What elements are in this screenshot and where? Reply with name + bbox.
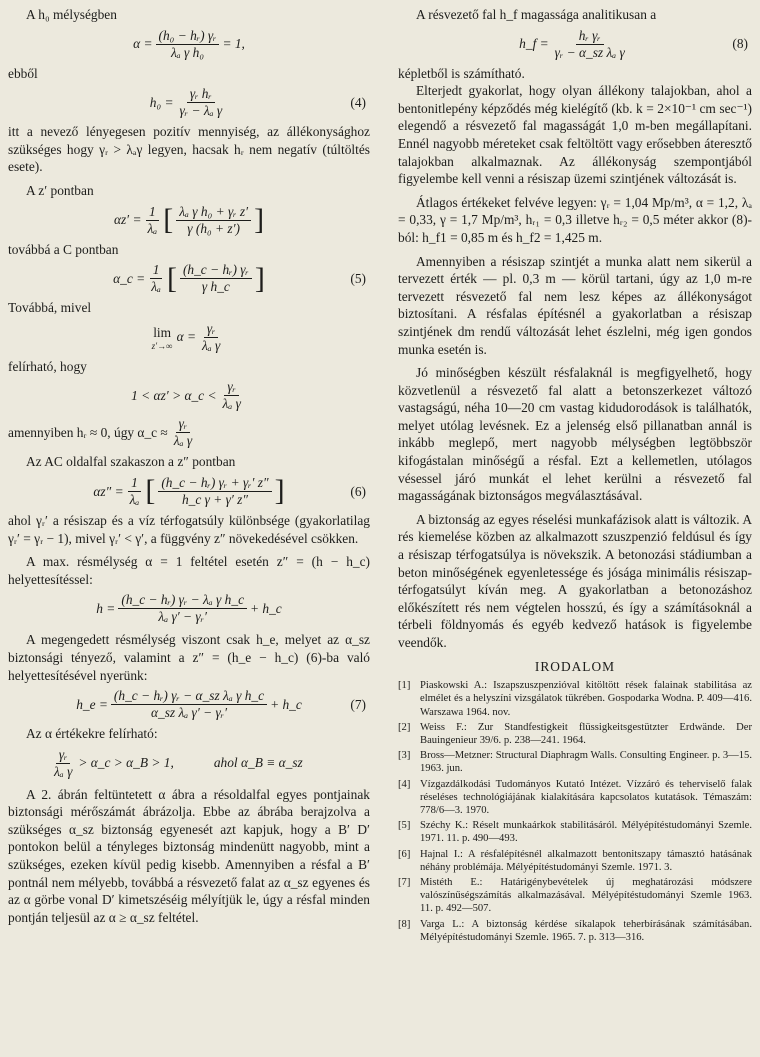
numerator: γᵣ hᵣ — [187, 86, 215, 103]
paragraph: A 2. ábrán feltüntetett α ábra a résoldalfal egyes pontjainak biztonsági mérőszámát ábrázolja. Ebbe az ábrába berajzolva a szükséges α_sz biztonság egyenesét azt kapjuk, hogy a B′ D′ pontokon belül a tényleges biztonság mindenütt nagyobb, mint a szükséges, ezeken kívül pedig kisebb. Amennyiben a résfal a B′ pontnál nem mélyebb, továbbá a résvezető falat az α_sz egyenes és az α görbe vonal D′ kimetszéséig mélyítjük le, úgy a résfal minden pontján teljesül az α ≥ α_sz feltétel. — [8, 786, 370, 925]
bracket-group: [ $\frac{\text{λₐ γ h₀ + γᵣ z′}}{\text{γ (h₀ + z′)}}$ ] — [163, 203, 265, 237]
paragraph: A max. résmélység α = 1 feltétel esetén z″ = (h − h_c) helyettesítéssel: — [8, 554, 370, 587]
denominator: γ (h₀ + z′) — [187, 220, 241, 236]
reference-item — [398, 819, 752, 845]
reference-item — [398, 918, 752, 944]
reference-list — [398, 679, 752, 944]
numerator: (h_c − hᵣ) γᵣ + γᵣ′ z″ — [158, 475, 271, 492]
eq-rhs: > α_c > α_B > 1, — [78, 755, 174, 771]
paragraph: Amennyiben a résiszap szintjét a munka alatt nem sikerül a tervezett érték — pl. 0,3 m — körül tartani, úgy az 1,0 m-re tervezett résvezető fal nem lesz képes az állékonyságot biztosítani. A résfalas építésnél a gyakorlatban a résiszap szintjének dm rendű változását lehet észlelni, még igen gondos munka esetén is. — [398, 253, 752, 357]
fraction — [220, 379, 244, 412]
references-heading: IRODALOM — [534, 658, 616, 674]
fraction — [199, 321, 223, 354]
denominator: γᵣ − λₐ γ — [179, 103, 223, 119]
paragraph: Elterjedt gyakorlat, hogy olyan állékony talajokban, ahol a bentonitlepény képződés még kielégítő (kb. k = 2×10⁻¹ cm sec⁻¹) elegendő a résvezető fal magasságát 1,0 m-ben megállapítani. Ennél nagyobb méreteket csak feltöltött vagy erősebben áteresztő talajokban alkalmaznak. Az állékonyság szempontjából figyelembe kell venni a résiszap üzemi szintjének változását is. — [398, 83, 752, 187]
eq-rhs: + h_c — [250, 601, 282, 617]
fraction — [171, 416, 195, 449]
denominator: λₐ γ — [173, 433, 193, 449]
paragraph: itt a nevező lényegesen pozitív mennyiség, az állékonysághoz szükséges hogy γᵣ > λₐγ legyen, hacsak hᵣ nem negatív (túltöltés esete). — [8, 124, 370, 175]
equation-number: (6) — [350, 483, 366, 499]
limit-text: lim — [153, 324, 172, 340]
reference-item — [398, 848, 752, 874]
equation-alpha-z1 — [8, 204, 370, 237]
denominator: γ h_c — [201, 279, 230, 295]
denominator: h_c γ + γ′ z″ — [181, 491, 248, 507]
denominator: λₐ γ — [54, 763, 73, 779]
paragraph: képletből is számítható. — [398, 65, 525, 81]
denominator: λₐ γ′ − γᵣ′ — [158, 609, 207, 625]
fraction — [552, 28, 628, 61]
reference-number: [1] — [398, 680, 411, 692]
equation-5 — [8, 262, 370, 295]
reference-number: [6] — [398, 848, 411, 860]
reference-item — [398, 749, 752, 775]
eq-lhs: α_c = — [113, 270, 146, 286]
reference-number: [2] — [398, 721, 411, 733]
numerator: 1 — [150, 262, 163, 279]
numerator: 1 — [146, 204, 159, 221]
reference-item — [398, 679, 752, 719]
reference-number: [8] — [398, 918, 411, 930]
equation-8 — [398, 28, 752, 61]
paragraph: A résvezető fal h_f magassága analitikusan a — [416, 7, 657, 22]
reference-text: Hajnal I.: A résfalépítésnél alkalmazott bentonitszapy támasztó hatásának néhány problémája. Mélyépítéstudományi Szemle. 1971. 3. — [420, 848, 752, 873]
numerator: (h_c − hᵣ) γᵣ − α_sz λₐ γ h_c — [111, 688, 267, 705]
denominator: λₐ γ — [201, 337, 221, 353]
reference-text: Bross—Metzner: Structural Diaphragm Walls. Consulting Engineer. p. 3—15. 1963. jun. — [420, 750, 752, 775]
bracket-group: [ $\frac{\text{(h\_c − hᵣ) γᵣ}}{\text{γ h\_c}}$ ] — [166, 261, 265, 295]
left-column — [8, 6, 370, 926]
equation-4 — [8, 86, 370, 119]
paragraph: Átlagos értékeket felvéve legyen: γᵣ = 1,04 Mp/m³, α = 1,2, λₐ = 0,33, γ = 1,7 Mp/m³, hᵣ₁ = 0,3 illetve hᵣ₂ = 0,5 méter akkor (8)-ból: h_f1 = 0,85 m és h_f2 = 1,425 m. — [398, 194, 752, 245]
limit-subscript: z′→∞ — [151, 340, 173, 351]
reference-item — [398, 778, 752, 818]
equation-7 — [8, 688, 370, 721]
fraction — [118, 592, 247, 625]
equation-6 — [8, 475, 370, 508]
equation-alpha — [8, 28, 370, 61]
reference-number: [3] — [398, 750, 411, 762]
paragraph: felírható, hogy — [8, 358, 87, 374]
fraction — [127, 475, 143, 508]
reference-text: Mistéth E.: Határigénybevételek új meghatározási módszere valószínűségszámítás alkalmazásával. Mélyépítéstudományi Szemle 1963. 11. p. 492—507. — [420, 877, 752, 915]
fraction — [158, 475, 271, 508]
eq-note: ahol α_B ≡ α_sz — [213, 755, 303, 771]
paragraph: A biztonság az egyes réselési munkafázisok alatt is változik. A rés kiemelése közben az alkalmazott szuszpenzió feldúsul és így a résiszap térfogatsúlya is növekszik. A betonozási stádiumban a beton minőségének egyenletessége és jósága minimális résiszap-térfogatsúlyt kíván meg. A gyakorlatban a betonozáshoz előkészített rés nem végtelen hosszú, és így a számításoknál a térbeli földnyomás és egyéb kedvező hatások is figyelembe veendők. — [398, 511, 752, 650]
paragraph: A megengedett résmélység viszont csak h_e, melyet az α_sz biztonsági tényező, valamint a z″ = (h_e − h_c) (6)-ba való helyettesítésével nyerünk: — [8, 632, 370, 683]
equation-alpha-chain — [8, 747, 370, 780]
paragraph: ahol γᵣ′ a résiszap és a víz térfogatsúly különbsége (gyakorlatilag γᵣ′ = γᵣ − 1), mivel γᵣ′ < γ′, a függvény z″ növekedésével csökken. — [8, 512, 370, 546]
eq-lhs: 1 < αz′ > α_c < — [131, 388, 217, 404]
fraction — [51, 747, 75, 780]
eq-lhs: amennyiben hᵣ ≈ 0, úgy α_c ≈ — [8, 425, 168, 441]
paragraph: A h₀ mélységben — [26, 7, 117, 22]
bracket-group: [ $\frac{\text{(h\_c − hᵣ) γᵣ + γᵣ′ z″}}{\text{h\_c γ + γ′ z″}}$ ] — [145, 474, 285, 508]
eq-lhs: αz″ = — [93, 483, 124, 499]
paragraph: Az AC oldalfal szakaszon a z″ pontban — [26, 454, 236, 470]
right-column — [398, 6, 752, 946]
fraction — [177, 86, 226, 119]
fraction — [180, 262, 252, 295]
eq-rhs: = 1, — [222, 36, 245, 52]
numerator: hᵣ γᵣ — [576, 28, 604, 45]
reference-number: [7] — [398, 877, 411, 889]
numerator: 1 — [128, 475, 141, 492]
equation-limit — [8, 321, 370, 354]
equation-approx — [8, 416, 370, 449]
eq-lhs: h_e = — [76, 696, 108, 712]
denominator: λₐ γ h₀ — [170, 44, 205, 60]
reference-item — [398, 721, 752, 747]
fraction — [145, 204, 161, 237]
paragraph: Jó minőségben készült résfalaknál is megfigyelhető, hogy közvetlenül a résvezető fal alatt a betonszerkezet változó vastagságú, néha 10—20 cm vastag kidudorodások is találhatók, melyet utólag levésnek. Ez a jelenség első pillanatban annál is inkább meglepő, mert nagyobb mélységben legtöbbször kifogástalan minőségű a résfal. Ezt a kellemetlen, utólagos vésessel járó munkát el lehet kerülni a résvezető fal magasságának biztonságos megválasztásával. — [398, 365, 752, 504]
fraction — [156, 28, 220, 61]
paragraph: Az α értékekre felírható: — [26, 726, 158, 742]
denominator: λₐ — [129, 491, 140, 507]
equation-inequality — [8, 379, 370, 412]
fraction — [148, 262, 164, 295]
reference-text: Vízgazdálkodási Tudományos Kutató Intézet. Vízzáró és teherviselő falak réseléses technológiájának kialakítására kapcsolatos kutatások. Témaszám: 778/6—3. 1970. — [420, 778, 752, 817]
paragraph: Továbbá, mivel — [8, 300, 92, 316]
numerator: γᵣ — [204, 321, 219, 338]
equation-number: (8) — [732, 36, 748, 52]
eq-lhs: h₀ = — [149, 94, 174, 110]
equation-number: (7) — [350, 696, 366, 712]
numerator: (h_c − hᵣ) γᵣ − λₐ γ h_c — [118, 592, 247, 609]
denominator: λₐ — [147, 220, 158, 236]
numerator: γᵣ — [176, 416, 191, 433]
eq-lhs: α = — [176, 329, 196, 345]
paragraph: ebből — [8, 65, 38, 81]
equation-h — [8, 592, 370, 625]
numerator: γᵣ — [56, 747, 71, 764]
reference-number: [4] — [398, 778, 411, 790]
reference-text: Weiss F.: Zur Standfestigkeit flüssigkeitsgestützter Erdwände. Der Bauingenieur 39/6. p. 238—241. 1964. — [420, 721, 752, 746]
reference-item — [398, 876, 752, 916]
reference-text: Varga L.: A biztonság kérdése síkalapok teherbírásának számításában. Mélyépítéstudományi Szemle. 1965. 7. p. 313—316. — [420, 918, 752, 943]
denominator: λₐ — [151, 279, 161, 295]
eq-lhs: αz′ = — [113, 212, 142, 228]
denominator: λₐ γ — [222, 396, 241, 412]
limit-operator — [152, 324, 173, 351]
denominator: α_sz λₐ γ′ − γᵣ′ — [151, 705, 227, 721]
reference-text: Széchy K.: Réselt munkaárkok stabilitásáról. Mélyépítéstudományi Szemle. 1971. 11. p. 490—493. — [420, 820, 752, 845]
equation-number: (5) — [350, 270, 366, 286]
denominator: γᵣ − α_sz λₐ γ — [554, 44, 625, 60]
fraction — [111, 688, 267, 721]
fraction — [176, 204, 251, 237]
eq-rhs: + h_c — [270, 696, 302, 712]
reference-number: [5] — [398, 820, 411, 832]
eq-lhs: h = — [96, 601, 116, 617]
equation-number: (4) — [350, 94, 366, 110]
eq-lhs: h_f = — [519, 36, 549, 52]
eq-lhs: α = — [133, 36, 153, 52]
numerator: (h₀ − hᵣ) γᵣ — [156, 28, 220, 45]
reference-text: Piaskowski A.: Iszapszuszpenzióval kitöltött rések falainak stabilitása az elmélet és a helyszíni vizsgálatok tükrében. Gospodarka Wodna. P. 409—416. Warszawa 1964. nov. — [420, 680, 752, 718]
paragraph: A z′ pontban — [26, 182, 94, 198]
numerator: γᵣ — [224, 379, 239, 396]
paragraph: továbbá a C pontban — [8, 241, 119, 257]
numerator: (h_c − hᵣ) γᵣ — [180, 262, 252, 279]
numerator: λₐ γ h₀ + γᵣ z′ — [176, 204, 251, 221]
